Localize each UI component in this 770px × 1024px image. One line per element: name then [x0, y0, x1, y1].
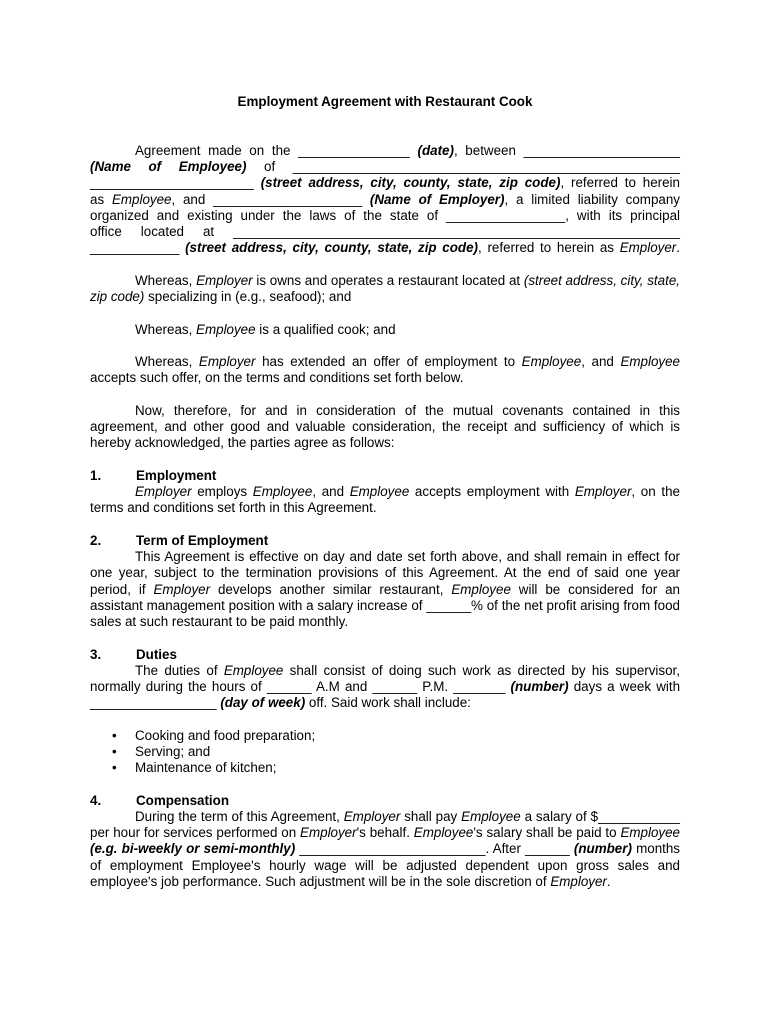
section-text: Employer employs Employee, and Employee accepts employment with Employer, on the terms and conditions set forth in this Agreement.: [90, 484, 680, 516]
section-text: During the term of this Agreement, Employer shall pay Employee a salary of $___________ per hour for services performed on Employer's behalf. Employee's salary shall be paid to Employee (e.g. bi-weekly or semi-monthly) _________________________. After ______ (number) months of employment Employee's hourly wage will be adjusted dependent upon gross sales and employee's job performance. Such adjustment will be in the sole discretion of Employer.: [90, 809, 680, 889]
intro-line-1: Agreement made on the _______________ (date), between _____________________: [135, 143, 680, 158]
intro-line-6: office located at ____________________________________________________________: [90, 224, 680, 240]
intro-line-3: ______________________ (street address, city, county, state, zip code), referred to herein: [90, 175, 680, 191]
intro-line-4: as Employee, and ____________________ (Name of Employer), a limited liability company: [90, 191, 681, 207]
section-compensation: [90, 793, 680, 890]
whereas-paragraph-3: Whereas, Employer has extended an offer of employment to Employee, and Employee accepts such offer, on the terms and conditions set forth below.: [90, 354, 680, 386]
section-term-of-employment: [90, 533, 680, 630]
section-heading: 1. Employment: [90, 468, 217, 483]
intro-line-7: ____________ (street address, city, county, state, zip code), referred to herein as Employer.: [90, 240, 680, 256]
whereas-paragraph-2: Whereas, Employee is a qualified cook; and: [135, 321, 396, 337]
list-item: • Serving; and: [135, 744, 680, 760]
whereas-paragraph-1: Whereas, Employer is owns and operates a restaurant located at (street address, city, state, zip code) specializing in (e.g., seafood); and: [90, 272, 680, 305]
intro-line-2: (Name of Employee) of ____________________________________________________: [90, 159, 680, 175]
section-heading: 3. Duties: [90, 646, 177, 662]
section-text: This Agreement is effective on day and date set forth above, and shall remain in effect for one year, subject to the termination provisions of this Agreement. At the end of said one year period, if Employer develops another similar restaurant, Employee will be considered for an assistant management position with a salary increase of ______% of the net profit arising from food sales at such restaurant to be paid monthly.: [90, 549, 680, 630]
duties-list: [90, 728, 680, 777]
section-heading: 2. Term of Employment: [90, 533, 269, 548]
section-text: The duties of Employee shall consist of doing such work as directed by his supervisor, normally during the hours of ______ A.M and ______ P.M. _______ (number) days a week with _________________ (day of week) off. Said work shall include:: [90, 662, 681, 711]
list-item: • Cooking and food preparation;: [135, 728, 680, 744]
list-item: • Maintenance of kitchen;: [135, 760, 680, 776]
section-employment: [90, 468, 680, 517]
section-duties: [90, 647, 680, 712]
section-heading: 4. Compensation: [90, 792, 229, 808]
intro-paragraph: [90, 143, 680, 256]
document-body: [90, 143, 680, 906]
now-therefore-paragraph: Now, therefore, for and in consideration of the mutual covenants contained in this agreement, and other good and valuable consideration, the receipt and sufficiency of which is hereby acknowledged, the parties agree as follows:: [90, 403, 680, 451]
document-title: Employment Agreement with Restaurant Cook: [237, 94, 533, 109]
intro-line-5: organized and existing under the laws of the state of ________________, with its principal: [90, 207, 680, 223]
